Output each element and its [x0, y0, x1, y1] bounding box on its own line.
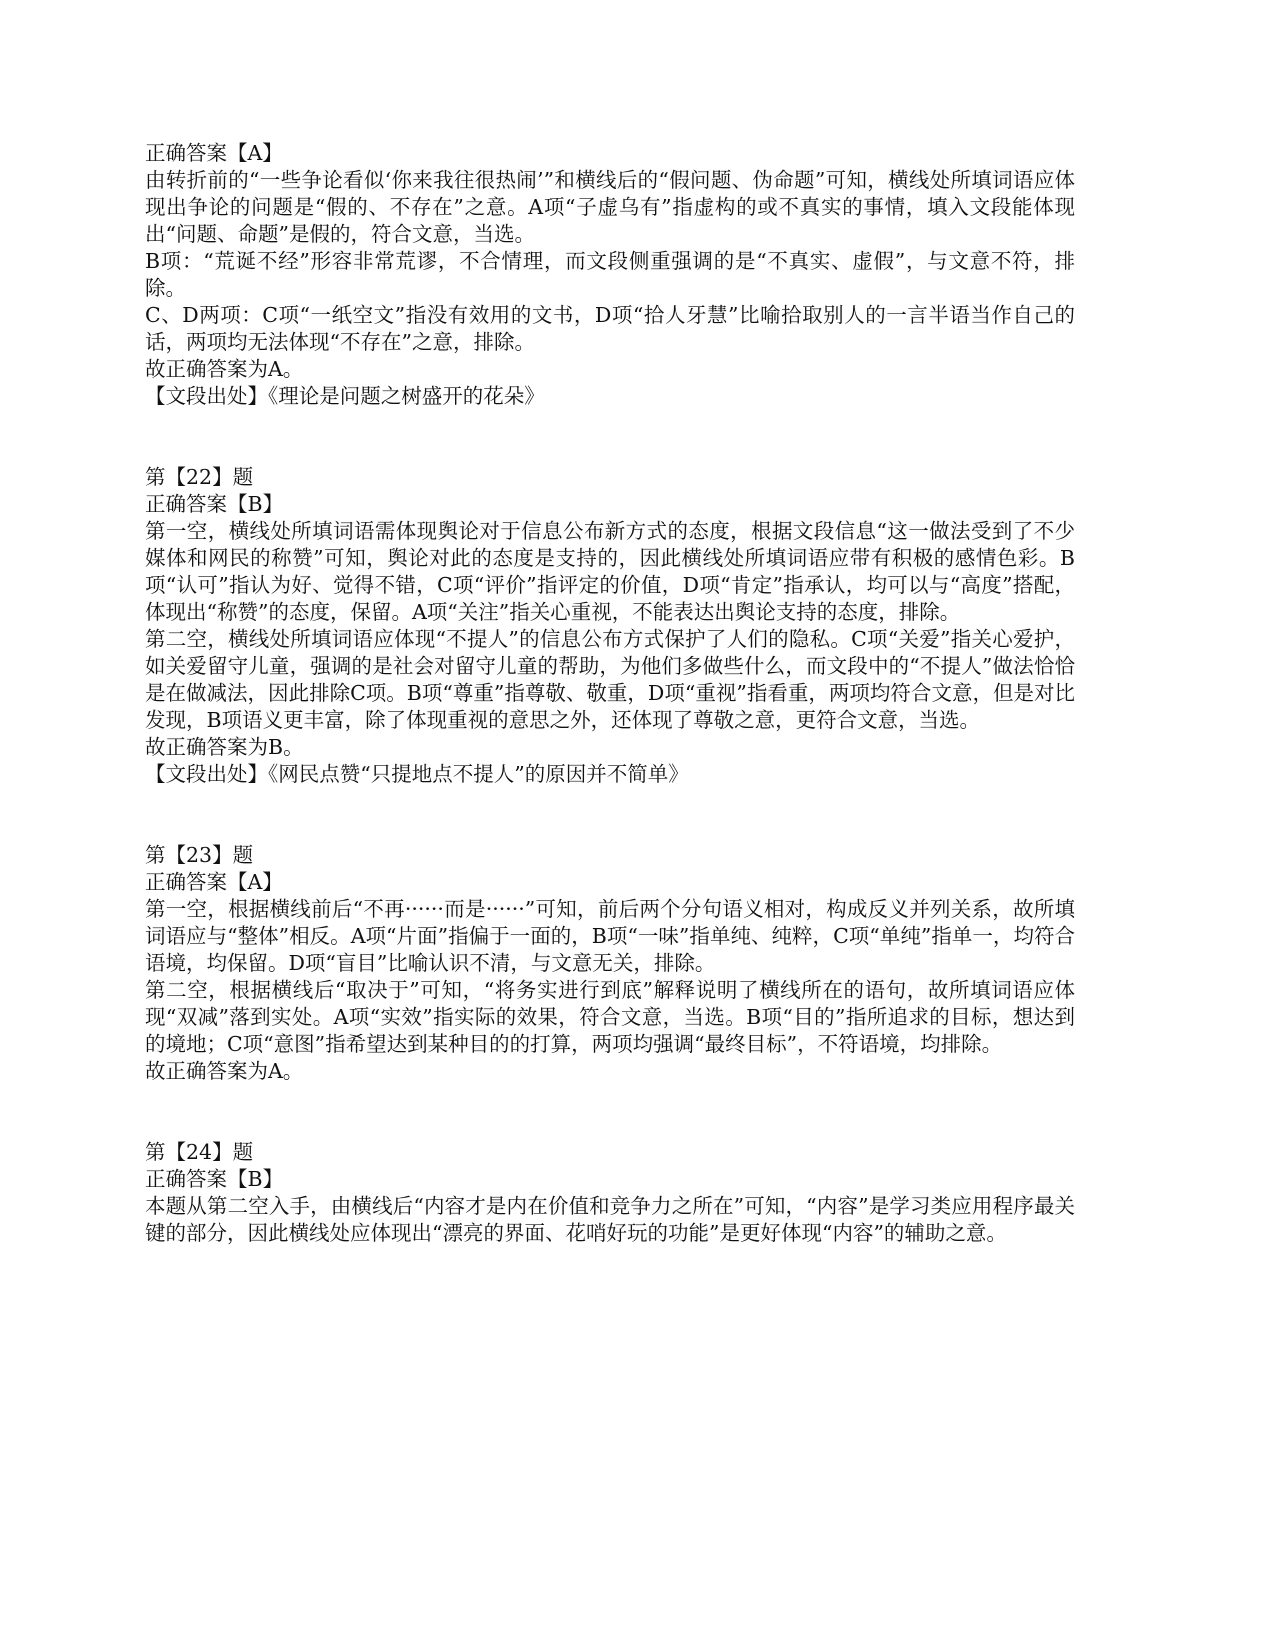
answer-block-21	[145, 140, 1075, 410]
conclusion-line: 故正确答案为A。	[145, 357, 304, 381]
explanation-paragraph: B项：“荒诞不经”形容非常荒谬，不合情理，而文段侧重强调的是“不真实、虚假”，与文意不符，排除。	[145, 249, 1075, 300]
explanation-paragraph: 第一空，根据横线前后“不再······而是······”可知，前后两个分句语义相对，构成反义并列关系，故所填词语应与“整体”相反。A项“片面”指偏于一面的，B项“一味”指单纯、纯粹，C项“单纯”指单一，均符合语境，均保留。D项“盲目”比喻认识不清，与文意无关，排除。	[145, 897, 1075, 975]
question-heading: 第【22】题	[145, 465, 254, 489]
answer-line: 正确答案【A】	[145, 141, 283, 165]
question-heading: 第【23】题	[145, 843, 254, 867]
explanation-paragraph: 由转折前的“一些争论看似‘你来我往很热闹’”和横线后的“假问题、伪命题”可知，横线处所填词语应体现出争论的问题是“假的、不存在”之意。A项“子虚乌有”指虚构的或不真实的事情，填入文段能体现出“问题、命题”是假的，符合文意，当选。	[145, 168, 1075, 246]
question-heading: 第【24】题	[145, 1140, 254, 1164]
explanation-paragraph: 本题从第二空入手，由横线后“内容才是内在价值和竞争力之所在”可知，“内容”是学习类应用程序最关键的部分，因此横线处应体现出“漂亮的界面、花哨好玩的功能”是更好体现“内容”的辅助之意。	[145, 1194, 1075, 1245]
answer-line: 正确答案【A】	[145, 870, 283, 894]
question-block-24	[145, 1139, 1075, 1247]
question-block-22	[145, 464, 1075, 788]
answer-line: 正确答案【B】	[145, 492, 284, 516]
source-line: 【文段出处】《网民点赞“只提地点不提人”的原因并不简单》	[145, 762, 689, 786]
question-block-23	[145, 842, 1075, 1085]
conclusion-line: 故正确答案为B。	[145, 735, 304, 759]
document-page	[145, 140, 1075, 1247]
explanation-paragraph: C、D两项：C项“一纸空文”指没有效用的文书，D项“拾人牙慧”比喻拾取别人的一言半语当作自己的话，两项均无法体现“不存在”之意，排除。	[145, 303, 1075, 354]
conclusion-line: 故正确答案为A。	[145, 1059, 304, 1083]
explanation-paragraph: 第二空，根据横线后“取决于”可知，“将务实进行到底”解释说明了横线所在的语句，故所填词语应体现“双减”落到实处。A项“实效”指实际的效果，符合文意，当选。B项“目的”指所追求的目标，想达到的境地；C项“意图”指希望达到某种目的的打算，两项均强调“最终目标”，不符语境，均排除。	[145, 978, 1075, 1056]
source-line: 【文段出处】《理论是问题之树盛开的花朵》	[145, 384, 545, 408]
explanation-paragraph: 第二空，横线处所填词语应体现“不提人”的信息公布方式保护了人们的隐私。C项“关爱”指关心爱护，如关爱留守儿童，强调的是社会对留守儿童的帮助，为他们多做些什么，而文段中的“不提人”做法恰恰是在做减法，因此排除C项。B项“尊重”指尊敬、敬重，D项“重视”指看重，两项均符合文意，但是对比发现，B项语义更丰富，除了体现重视的意思之外，还体现了尊敬之意，更符合文意，当选。	[145, 627, 1075, 732]
answer-line: 正确答案【B】	[145, 1167, 284, 1191]
explanation-paragraph: 第一空，横线处所填词语需体现舆论对于信息公布新方式的态度，根据文段信息“这一做法受到了不少媒体和网民的称赞”可知，舆论对此的态度是支持的，因此横线处所填词语应带有积极的感情色彩。B项“认可”指认为好、觉得不错，C项“评价”指评定的价值，D项“肯定”指承认，均可以与“高度”搭配，体现出“称赞”的态度，保留。A项“关注”指关心重视，不能表达出舆论支持的态度，排除。	[145, 519, 1075, 624]
